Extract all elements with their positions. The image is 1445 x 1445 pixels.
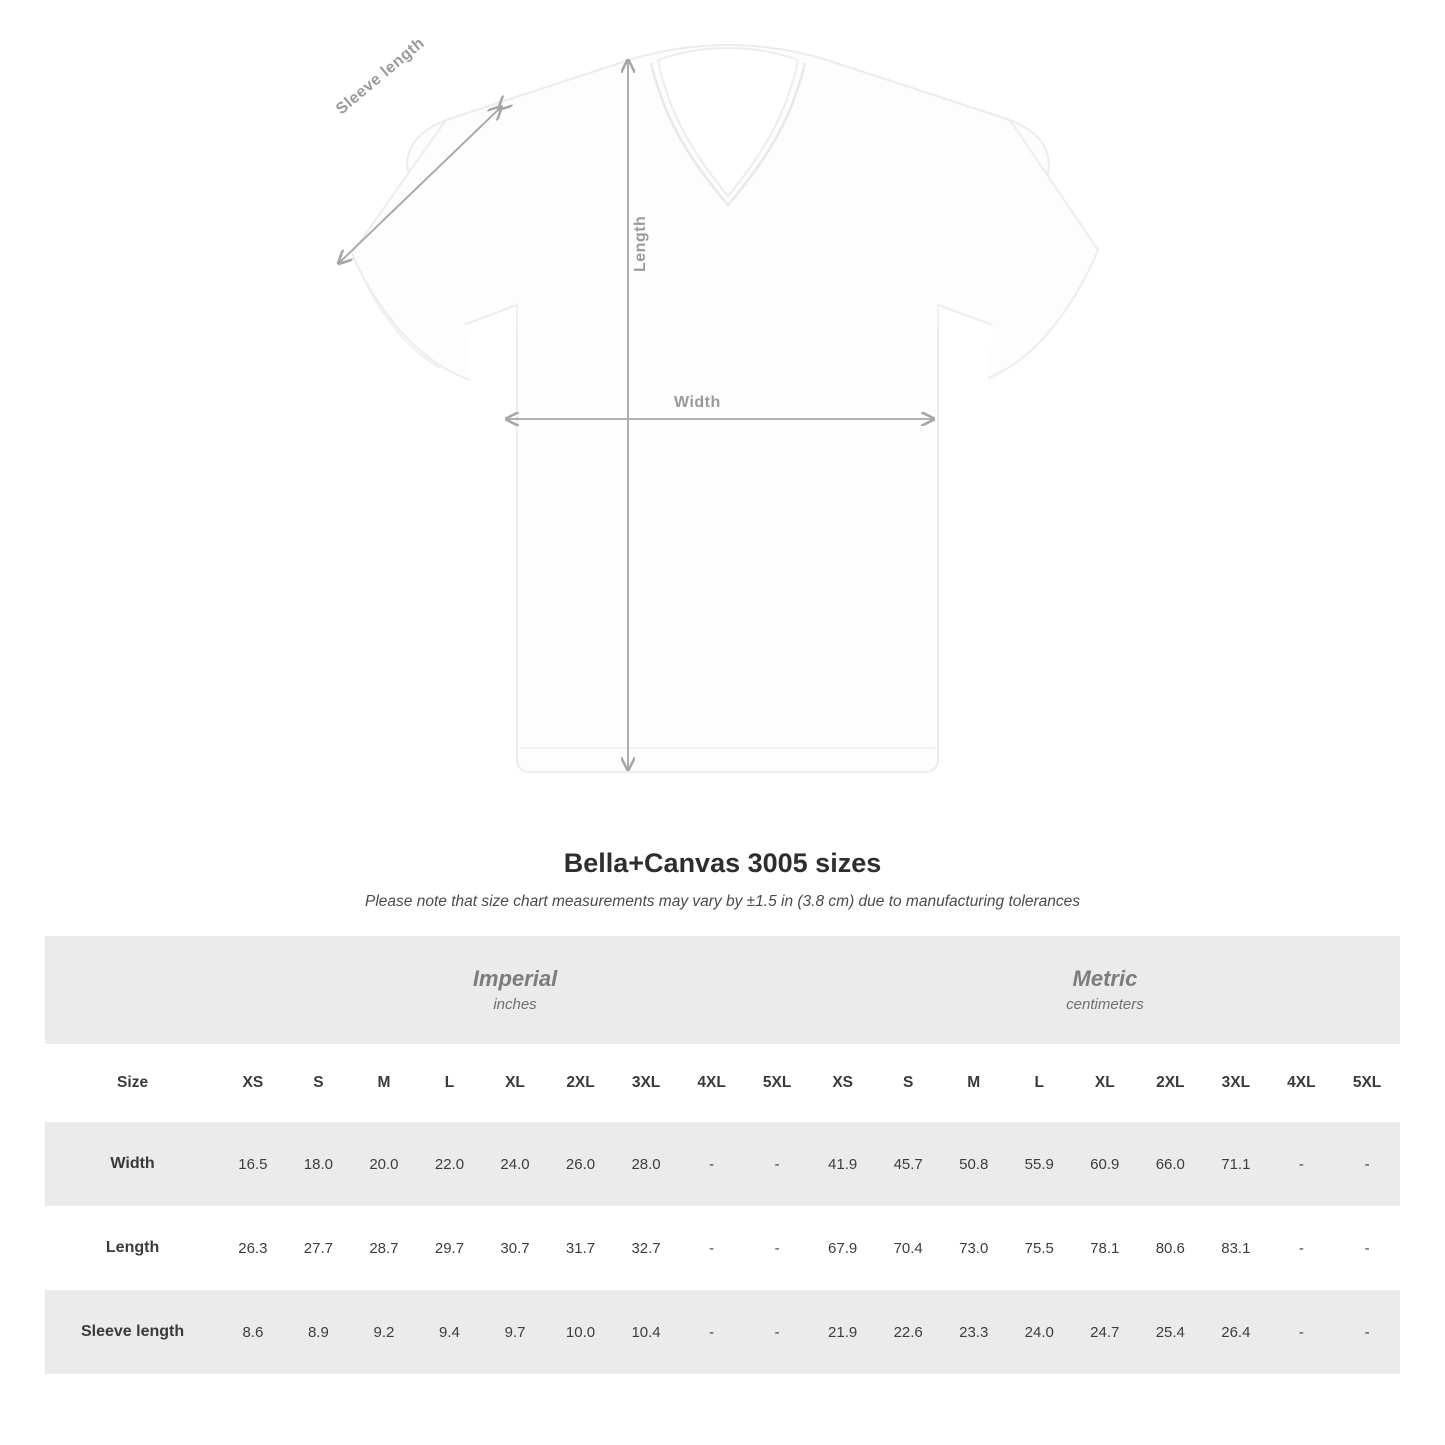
header-col-15: 3XL [1203,1044,1269,1122]
unit-group-imperial-name: Imperial [472,966,558,992]
header-col-6: 3XL [613,1044,679,1122]
cell-length-imperial-0: 26.3 [238,1239,268,1257]
cell-sleeve-imperial-5: 10.0 [548,1290,614,1374]
unit-group-metric-name: Metric [1072,966,1138,992]
header-col-12: L [1006,1044,1072,1122]
header-col-3: L [417,1044,483,1122]
cell-sleeve-imperial-8: - [744,1290,810,1374]
unit-group-spacer [45,936,220,1044]
table-row [45,1122,1400,1206]
page-title: Bella+Canvas 3005 sizes [563,848,882,878]
row-label-length: Length [105,1239,160,1256]
header-col-2: M [351,1044,417,1122]
cell-length-metric-5: 80.6 [1155,1239,1185,1257]
unit-group-metric-unit: centimeters [1066,995,1144,1013]
header-col-10: S [875,1044,941,1122]
cell-sleeve-imperial-1: 8.9 [286,1290,352,1374]
cell-width-metric-8: - [1334,1122,1400,1206]
header-col-4: XL [482,1044,548,1122]
cell-width-imperial-1: 18.0 [286,1122,352,1206]
cell-sleeve-metric-5: 25.4 [1138,1290,1204,1374]
cell-width-imperial-2: 20.0 [351,1122,417,1206]
cell-sleeve-metric-1: 22.6 [875,1290,941,1374]
cell-width-imperial-6: 28.0 [613,1122,679,1206]
header-col-8: 5XL [744,1044,810,1122]
cell-sleeve-metric-2: 23.3 [941,1290,1007,1374]
unit-group-row [45,936,1400,1044]
cell-width-metric-0: 41.9 [810,1122,876,1206]
unit-group-metric [810,936,1400,1044]
row-label-sleeve-length: Sleeve length [45,1290,220,1374]
cell-width-metric-7: - [1269,1122,1335,1206]
tolerance-note: Please note that size chart measurements may vary by ±1.5 in (3.8 cm) due to manufacturing tolerances [365,893,1080,910]
header-size-label: Size [45,1044,220,1122]
cell-sleeve-metric-4: 24.7 [1072,1290,1138,1374]
cell-length-metric-7: - [1298,1239,1304,1257]
cell-width-imperial-8: - [744,1122,810,1206]
size-chart-table [45,936,1400,1374]
cell-length-metric-3: 75.5 [1024,1239,1054,1257]
cell-length-metric-0: 67.9 [828,1239,858,1257]
cell-width-metric-5: 66.0 [1138,1122,1204,1206]
cell-width-metric-2: 50.8 [941,1122,1007,1206]
cell-width-imperial-3: 22.0 [417,1122,483,1206]
cell-width-imperial-0: 16.5 [220,1122,286,1206]
cell-sleeve-imperial-6: 10.4 [613,1290,679,1374]
cell-width-metric-6: 71.1 [1203,1122,1269,1206]
header-col-11: M [941,1044,1007,1122]
cell-sleeve-imperial-4: 9.7 [482,1290,548,1374]
row-label-width: Width [45,1122,220,1206]
cell-length-metric-4: 78.1 [1090,1239,1120,1257]
cell-length-metric-1: 70.4 [893,1239,923,1257]
cell-length-metric-6: 83.1 [1221,1239,1251,1257]
width-label: Width [674,394,721,411]
sleeve-length-label: Sleeve length [333,34,428,119]
header-col-16: 4XL [1269,1044,1335,1122]
table-row [45,1290,1400,1374]
cell-length-imperial-6: 32.7 [631,1239,661,1257]
header-col-0: XS [220,1044,286,1122]
cell-length-imperial-4: 30.7 [500,1239,530,1257]
cell-sleeve-imperial-3: 9.4 [417,1290,483,1374]
cell-width-imperial-5: 26.0 [548,1122,614,1206]
header-col-5: 2XL [548,1044,614,1122]
cell-sleeve-metric-6: 26.4 [1203,1290,1269,1374]
cell-length-imperial-5: 31.7 [565,1239,596,1257]
cell-length-imperial-1: 27.7 [303,1239,333,1257]
cell-width-imperial-4: 24.0 [482,1122,548,1206]
unit-group-imperial [220,936,810,1044]
table-row [45,1206,1400,1290]
cell-length-metric-2: 73.0 [959,1239,989,1257]
header-col-13: XL [1072,1044,1138,1122]
cell-width-metric-1: 45.7 [875,1122,941,1206]
header-col-14: 2XL [1138,1044,1204,1122]
cell-length-metric-8: - [1364,1239,1370,1257]
cell-width-metric-4: 60.9 [1072,1122,1138,1206]
cell-sleeve-imperial-7: - [679,1290,745,1374]
cell-sleeve-imperial-0: 8.6 [220,1290,286,1374]
cell-length-imperial-7: - [709,1239,715,1257]
cell-sleeve-metric-3: 24.0 [1006,1290,1072,1374]
cell-length-imperial-3: 29.7 [434,1239,465,1257]
cell-sleeve-imperial-2: 9.2 [351,1290,417,1374]
cell-width-imperial-7: - [679,1122,745,1206]
cell-width-metric-3: 55.9 [1006,1122,1072,1206]
header-col-7: 4XL [679,1044,745,1122]
length-label: Length [632,215,649,272]
cell-sleeve-metric-7: - [1269,1290,1335,1374]
cell-length-imperial-2: 28.7 [369,1239,399,1257]
size-table-wrapper [45,936,1400,1374]
cell-length-imperial-8: - [774,1239,780,1257]
header-col-9: XS [810,1044,876,1122]
header-col-17: 5XL [1334,1044,1400,1122]
table-header-row [45,1044,1400,1122]
header-col-1: S [286,1044,352,1122]
chart-heading [0,848,1445,911]
cell-sleeve-metric-8: - [1334,1290,1400,1374]
unit-group-imperial-unit: inches [493,995,537,1013]
cell-sleeve-metric-0: 21.9 [810,1290,876,1374]
